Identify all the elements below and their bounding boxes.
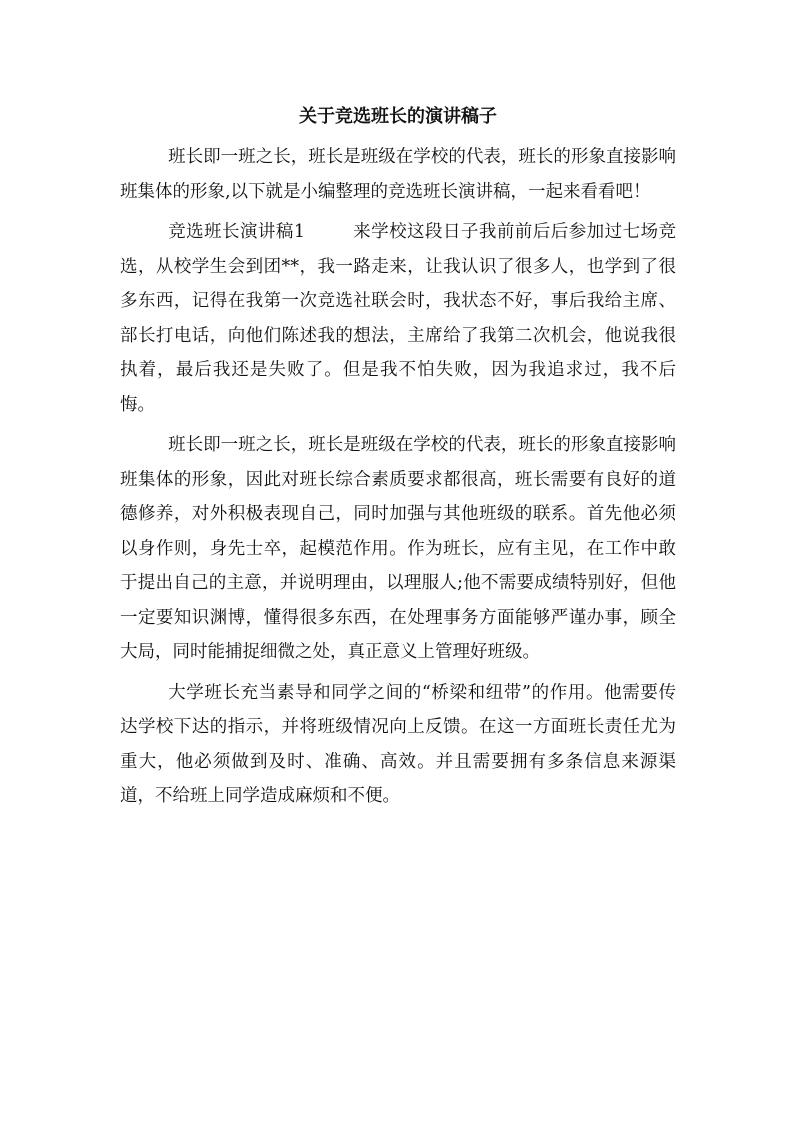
document-content <box>120 100 676 814</box>
monitor-role-paragraph: 班长即一班之长，班长是班级在学校的代表，班长的形象直接影响班集体的形象，因此对班长综合素质要求都很高，班长需要有良好的道德修养，对外积极表现自己，同时加强与其他班级的联系。首先他必须以身作则，身先士卒，起模范作用。作为班长，应有主见，在工作中敢于提出自己的主意，并说明理由，以理服人;他不需要成绩特别好，但他一定要知识渊博，懂得很多东西，在处理事务方面能够严谨办事，顾全大局，同时能捕捉细微之处，真正意义上管理好班级。 <box>120 435 676 662</box>
bridge-role-paragraph: 大学班长充当素导和同学之间的“桥梁和纽带”的作用。他需要传达学校下达的指示，并将班级情况向上反馈。在这一方面班长责任尤为重大，他必须做到及时、准确、高效。并且需要拥有多条信息来源渠道，不给班上同学造成麻烦和不便。 <box>120 682 676 806</box>
intro-paragraph: 班长即一班之长，班长是班级在学校的代表，班长的形象直接影响班集体的形象,以下就是小编整理的竞选班长演讲稿，一起来看看吧！ <box>120 147 676 202</box>
speech-one-paragraph: 竞选班长演讲稿1 来学校这段日子我前前后后参加过七场竞选，从校学生会到团**，我一路走来，让我认识了很多人，也学到了很多东西，记得在我第一次竞选社联会时，我状态不好，事后我给主席、部长打电话，向他们陈述我的想法，主席给了我第二次机会，他说我很执着，最后我还是失败了。但是我不怕失败，因为我追求过，我不后悔。 <box>120 222 676 415</box>
document-title: 关于竞选班长的演讲稿子 <box>299 106 497 127</box>
